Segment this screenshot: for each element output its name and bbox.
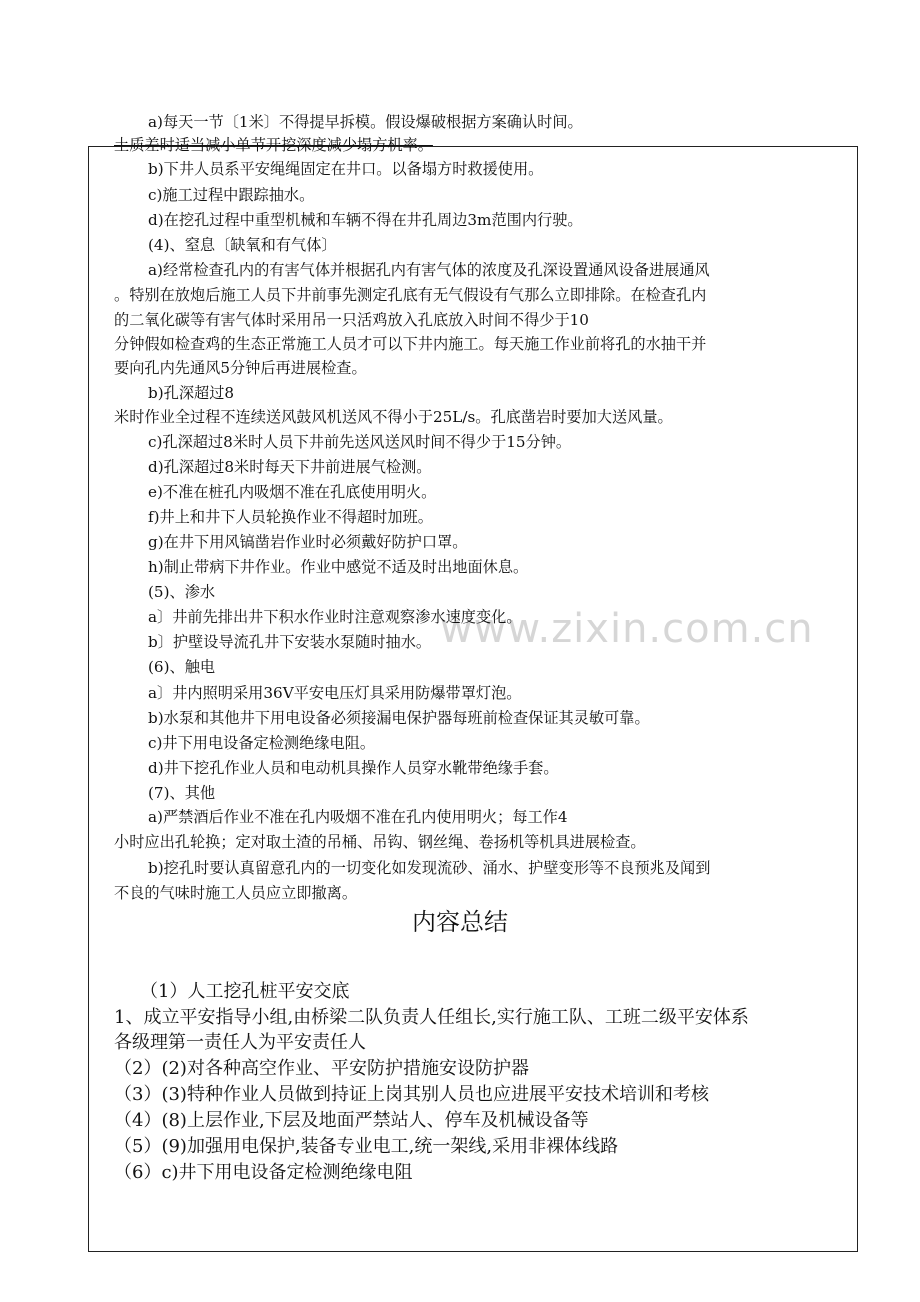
body-line: (7)、其他 <box>148 784 216 802</box>
summary-line: （2）(2)对各种高空作业、平安防护措施安设防护器 <box>114 1058 529 1079</box>
body-line: a)每天一节〔1米〕不得提早拆模。假设爆破根据方案确认时间。 <box>148 113 583 131</box>
body-line: c)孔深超过8米时人员下井前先送风送风时间不得少于15分钟。 <box>148 433 572 451</box>
body-line: 。特别在放炮后施工人员下井前事先测定孔底有无气假设有气那么立即排除。在检查孔内 <box>114 286 707 304</box>
body-line: b)挖孔时要认真留意孔内的一切变化如发现流砂、涌水、护壁变形等不良预兆及闻到 <box>148 859 711 877</box>
body-line: 不良的气味时施工人员应立即撤离。 <box>114 884 357 902</box>
body-line: 小时应出孔轮换；定对取土渣的吊桶、吊钩、钢丝绳、卷扬机等机具进展检查。 <box>114 833 646 851</box>
body-line: a〕井前先排出井下积水作业时注意观察渗水速度变化。 <box>148 608 522 626</box>
body-line: f)井上和井下人员轮换作业不得超时加班。 <box>148 508 433 526</box>
body-line: (4)、窒息〔缺氧和有气体〕 <box>148 236 337 254</box>
summary-title: 内容总结 <box>412 908 508 936</box>
body-line: g)在井下用风镐凿岩作业时必须戴好防护口罩。 <box>148 533 468 551</box>
body-line: b)水泵和其他井下用电设备必须接漏电保护器每班前检查保证其灵敏可靠。 <box>148 709 650 727</box>
body-line: c)施工过程中跟踪抽水。 <box>148 186 315 204</box>
body-line: a)经常检查孔内的有害气体并根据孔内有害气体的浓度及孔深设置通风设备进展通风 <box>148 261 710 279</box>
body-line: b)孔深超过8 <box>148 384 235 402</box>
body-line: 要向孔内先通风5分钟后再进展检查。 <box>114 359 367 377</box>
summary-line: （6）c)井下用电设备定检测绝缘电阻 <box>114 1162 413 1183</box>
body-line: c)井下用电设备定检测绝缘电阻。 <box>148 734 376 752</box>
body-line: 的二氧化碳等有害气体时采用吊一只活鸡放入孔底放入时间不得少于10 <box>114 311 589 329</box>
summary-line: （3）(3)特种作业人员做到持证上岗其别人员也应进展平安技术培训和考核 <box>114 1084 709 1105</box>
body-line: 土质差时适当减小单节开挖深度减少塌方机率。 <box>114 136 433 154</box>
body-line: 分钟假如检查鸡的生态正常施工人员才可以下井内施工。每天施工作业前将孔的水抽干并 <box>114 335 707 353</box>
body-line: b〕护壁设导流孔井下安装水泵随时抽水。 <box>148 633 432 651</box>
body-line: b)下井人员系平安绳绳固定在井口。以备塌方时救援使用。 <box>148 160 544 178</box>
body-line: a〕井内照明采用36V平安电压灯具采用防爆带罩灯泡。 <box>148 684 522 702</box>
summary-line: （1）人工挖孔桩平安交底 <box>140 981 350 1002</box>
body-line: h)制止带病下井作业。作业中感觉不适及时出地面休息。 <box>148 558 529 576</box>
body-line: (6)、触电 <box>148 658 216 676</box>
watermark: www.zixin.com.cn <box>440 606 814 652</box>
body-line: (5)、渗水 <box>148 583 216 601</box>
body-line: d)在挖孔过程中重型机械和车辆不得在井孔周边3m范围内行驶。 <box>148 211 583 229</box>
body-line: d)孔深超过8米时每天下井前进展气检测。 <box>148 458 432 476</box>
summary-line: 各级理第一责任人为平安责任人 <box>114 1032 366 1053</box>
summary-line: 1、成立平安指导小组,由桥梁二队负责人任组长,实行施工队、工班二级平安体系 <box>114 1007 749 1028</box>
body-line: e)不准在桩孔内吸烟不准在孔底使用明火。 <box>148 483 437 501</box>
body-line: a)严禁酒后作业不准在孔内吸烟不准在孔内使用明火；每工作4 <box>148 808 568 826</box>
body-line: d)井下挖孔作业人员和电动机具操作人员穿水靴带绝缘手套。 <box>148 759 559 777</box>
summary-line: （5）(9)加强用电保护,装备专业电工,统一架线,采用非裸体线路 <box>114 1136 619 1157</box>
summary-line: （4）(8)上层作业,下层及地面严禁站人、停车及机械设备等 <box>114 1110 589 1131</box>
body-line: 米时作业全过程不连续送风鼓风机送风不得小于25L/s。孔底凿岩时要加大送风量。 <box>114 408 673 426</box>
